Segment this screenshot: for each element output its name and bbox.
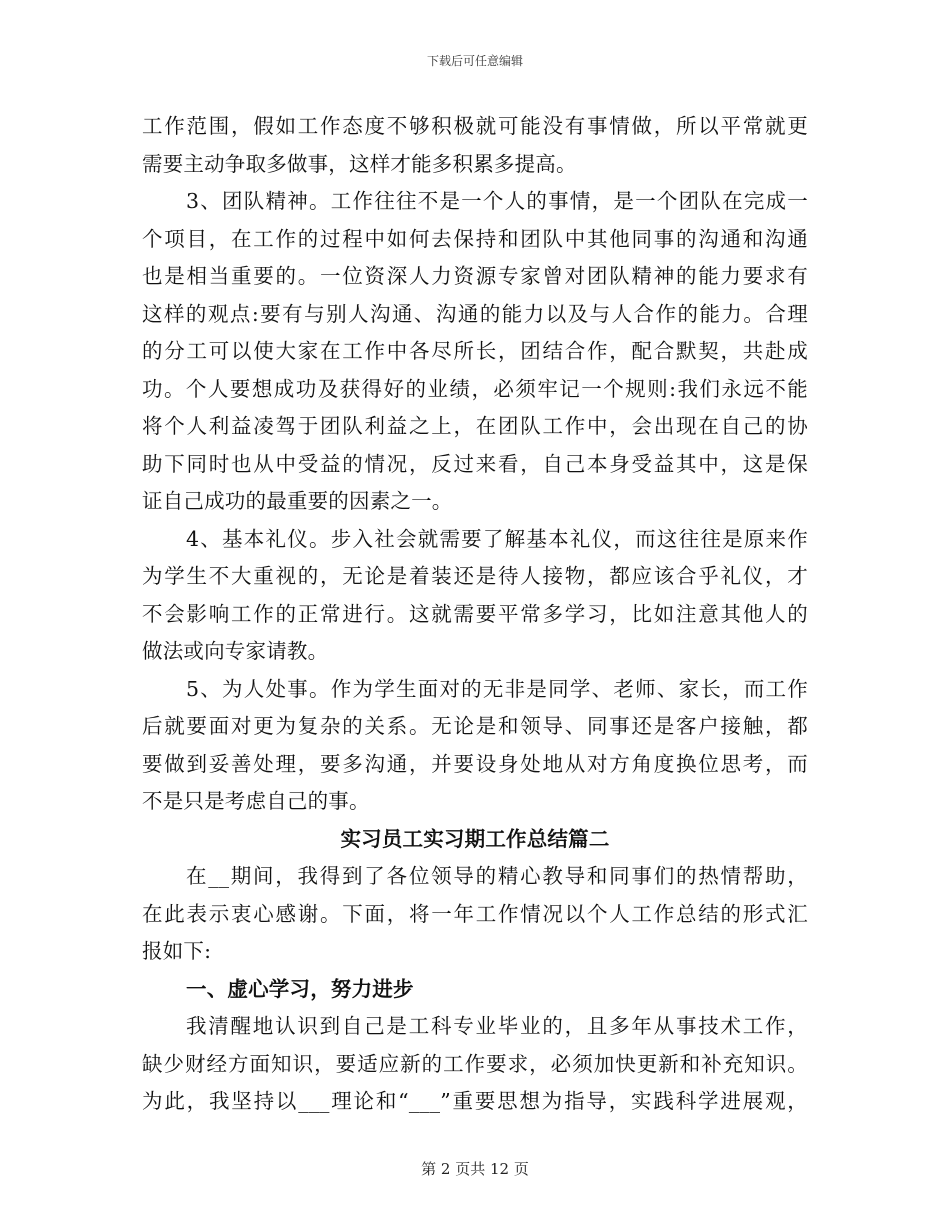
- text-line: 为此，我坚持以___理论和“___”重要思想为指导，实践科学进展观，: [142, 1089, 808, 1113]
- page-footer: 第 2 页共 12 页: [421, 1160, 529, 1178]
- text-line: 将个人利益凌驾于团队利益之上，在团队工作中，会出现在自己的协: [142, 414, 808, 438]
- text-line: 我清醒地认识到自己是工科专业毕业的，且多年从事技术工作，: [186, 1014, 808, 1038]
- text-line: 4、基本礼仪。步入社会就需要了解基本礼仪，而这往往是原来作: [186, 526, 808, 551]
- text-line: 5、为人处事。作为学生面对的无非是同学、老师、家长，而工作: [186, 676, 808, 701]
- text-line: 为学生不大重视的，无论是着装还是待人接物，都应该合乎礼仪，才: [142, 564, 808, 588]
- text-line: 做法或向专家请教。: [142, 639, 329, 663]
- text-line: 不会影响工作的正常进行。这就需要平常多学习，比如注意其他人的: [142, 601, 808, 626]
- text-line: 在__期间，我得到了各位领导的精心教导和同事们的热情帮助，: [186, 864, 808, 888]
- section-title: 实习员工实习期工作总结篇二: [340, 826, 610, 851]
- text-line: 也是相当重要的。一位资深人力资源专家曾对团队精神的能力要求有: [142, 264, 808, 288]
- text-line: 需要主动争取多做事，这样才能多积累多提高。: [142, 151, 577, 176]
- text-line: 这样的观点:要有与别人沟通、沟通的能力以及与人合作的能力。合理: [142, 301, 808, 326]
- text-line: 缺少财经方面知识，要适应新的工作要求，必须加快更新和补充知识。: [142, 1051, 808, 1076]
- text-line: 后就要面对更为复杂的关系。无论是和领导、同事还是客户接触，都: [142, 714, 808, 738]
- text-line: 功。个人要想成功及获得好的业绩，必须牢记一个规则:我们永远不能: [142, 376, 808, 401]
- text-line: 要做到妥善处理，要多沟通，并要设身处地从对方角度换位思考，而: [142, 751, 808, 776]
- text-line: 报如下:: [142, 939, 212, 963]
- text-line: 个项目，在工作的过程中如何去保持和团队中其他同事的沟通和沟通: [142, 226, 808, 251]
- text-line: 3、团队精神。工作往往不是一个人的事情，是一个团队在完成一: [186, 189, 808, 213]
- text-line: 助下同时也从中受益的情况，反过来看，自己本身受益其中，这是保: [142, 451, 808, 476]
- text-line: 在此表示衷心感谢。下面，将一年工作情况以个人工作总结的形式汇: [142, 901, 808, 926]
- text-line: 的分工可以使大家在工作中各尽所长，团结合作，配合默契，共赴成: [142, 339, 808, 363]
- text-line: 证自己成功的最重要的因素之一。: [142, 489, 453, 513]
- text-line: 工作范围，假如工作态度不够积极就可能没有事情做，所以平常就更: [142, 114, 808, 138]
- subsection-title: 一、虚心学习，努力进步: [186, 976, 414, 1001]
- text-line: 不是只是考虑自己的事。: [142, 789, 370, 813]
- page-header: 下载后可任意编辑: [426, 54, 523, 68]
- document-body: [142, 108, 808, 1121]
